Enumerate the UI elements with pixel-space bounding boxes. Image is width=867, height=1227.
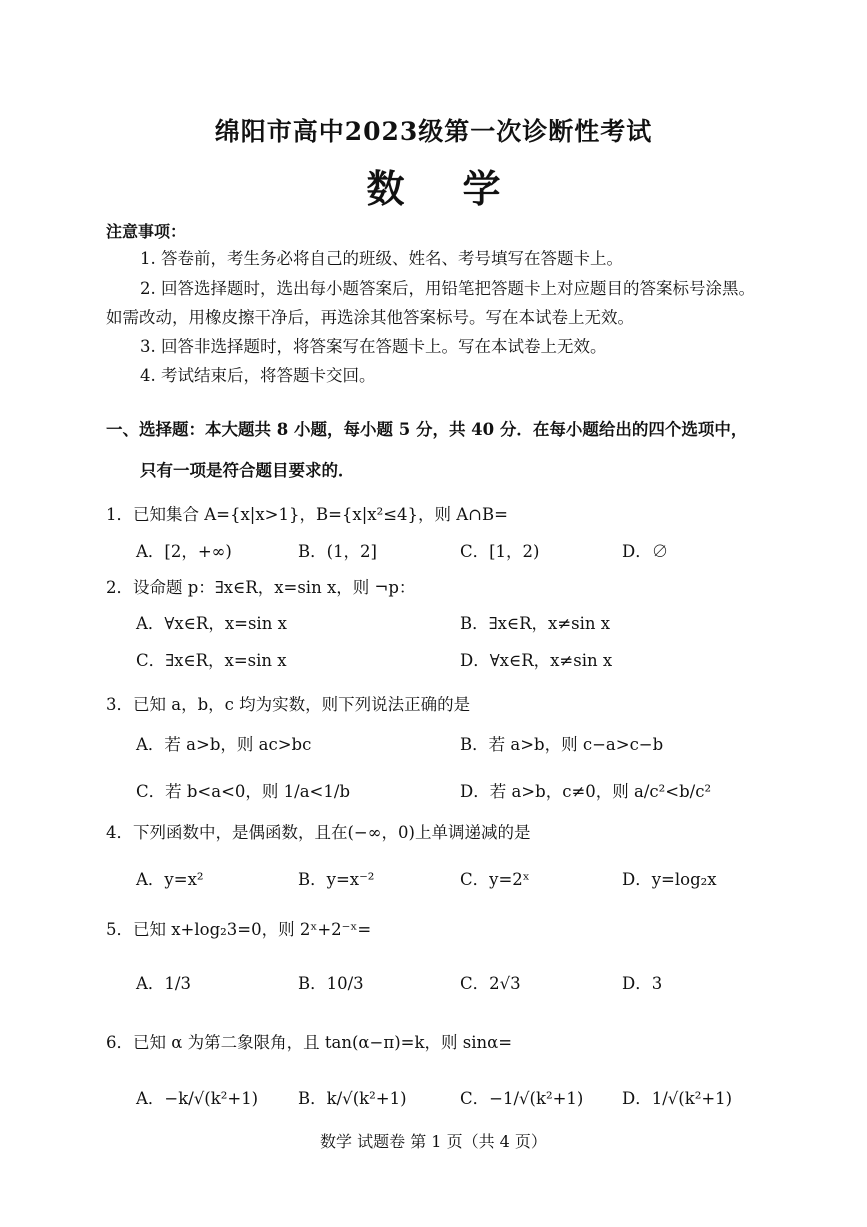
notice-item: 2. 回答选择题时，选出每小题答案后，用铅笔把答题卡上对应题目的答案标号涂黑。 bbox=[140, 279, 755, 298]
q4-option-d: D．y=log₂x bbox=[622, 870, 717, 889]
q3-option-a: A．若 a>b，则 ac>bc bbox=[136, 735, 312, 754]
q5-option-d: D．3 bbox=[622, 974, 663, 993]
q3-option-b: B．若 a>b，则 c−a>c−b bbox=[460, 735, 664, 754]
section-heading: 一、选择题：本大题共 8 小题，每小题 5 分，共 40 分．在每小题给出的四个选项中， bbox=[106, 420, 748, 439]
question-2: 2．设命题 p：∃x∈R，x=sin x，则 ¬p： bbox=[106, 578, 416, 597]
q3-option-c: C．若 b<a<0，则 1/a<1/b bbox=[136, 782, 351, 801]
page-footer: 数学 试题卷 第 1 页（共 4 页） bbox=[320, 1132, 547, 1151]
exam-title: 绵阳市高中2023级第一次诊断性考试 bbox=[214, 117, 653, 146]
q4-option-a: A．y=x² bbox=[136, 870, 204, 889]
section-heading-cont: 只有一项是符合题目要求的． bbox=[140, 461, 355, 480]
notice-item: 3. 回答非选择题时，将答案写在答题卡上。写在本试卷上无效。 bbox=[140, 337, 607, 356]
subject-title: 数学 bbox=[366, 166, 559, 211]
q2-option-a: A．∀x∈R，x=sin x bbox=[136, 614, 287, 633]
q2-option-b: B．∃x∈R，x≠sin x bbox=[460, 614, 611, 633]
q6-option-c: C．−1/√(k²+1) bbox=[460, 1089, 584, 1108]
notice-item: 1. 答卷前，考生务必将自己的班级、姓名、考号填写在答题卡上。 bbox=[140, 249, 623, 268]
notice-item: 4. 考试结束后，将答题卡交回。 bbox=[140, 366, 376, 385]
q1-option-b: B．(1，2] bbox=[298, 542, 377, 561]
notice-heading: 注意事项： bbox=[106, 222, 187, 241]
question-1: 1．已知集合 A={x|x>1}，B={x|x²≤4}，则 A∩B= bbox=[106, 505, 508, 524]
q2-option-d: D．∀x∈R，x≠sin x bbox=[460, 651, 613, 670]
q5-option-b: B．10/3 bbox=[298, 974, 364, 993]
q3-option-d: D．若 a>b，c≠0，则 a/c²<b/c² bbox=[460, 782, 712, 801]
q5-option-c: C．2√3 bbox=[460, 974, 521, 993]
question-3: 3．已知 a，b，c 均为实数，则下列说法正确的是 bbox=[106, 695, 471, 714]
question-4: 4．下列函数中，是偶函数，且在(−∞，0)上单调递减的是 bbox=[106, 823, 531, 842]
question-6: 6．已知 α 为第二象限角，且 tan(α−π)=k，则 sinα= bbox=[106, 1033, 513, 1052]
q1-option-d: D．∅ bbox=[622, 542, 669, 561]
q4-option-b: B．y=x⁻² bbox=[298, 870, 375, 889]
q6-option-a: A．−k/√(k²+1) bbox=[136, 1089, 259, 1108]
q1-option-a: A．[2，+∞) bbox=[136, 542, 232, 561]
q6-option-d: D．1/√(k²+1) bbox=[622, 1089, 733, 1108]
q6-option-b: B．k/√(k²+1) bbox=[298, 1089, 407, 1108]
question-5: 5．已知 x+log₂3=0，则 2ˣ+2⁻ˣ= bbox=[106, 920, 372, 939]
q4-option-c: C．y=2ˣ bbox=[460, 870, 530, 889]
q5-option-a: A．1/3 bbox=[136, 974, 191, 993]
q2-option-c: C．∃x∈R，x=sin x bbox=[136, 651, 287, 670]
notice-item: 如需改动，用橡皮擦干净后，再选涂其他答案标号。写在本试卷上无效。 bbox=[106, 308, 634, 327]
q1-option-c: C．[1，2) bbox=[460, 542, 540, 561]
